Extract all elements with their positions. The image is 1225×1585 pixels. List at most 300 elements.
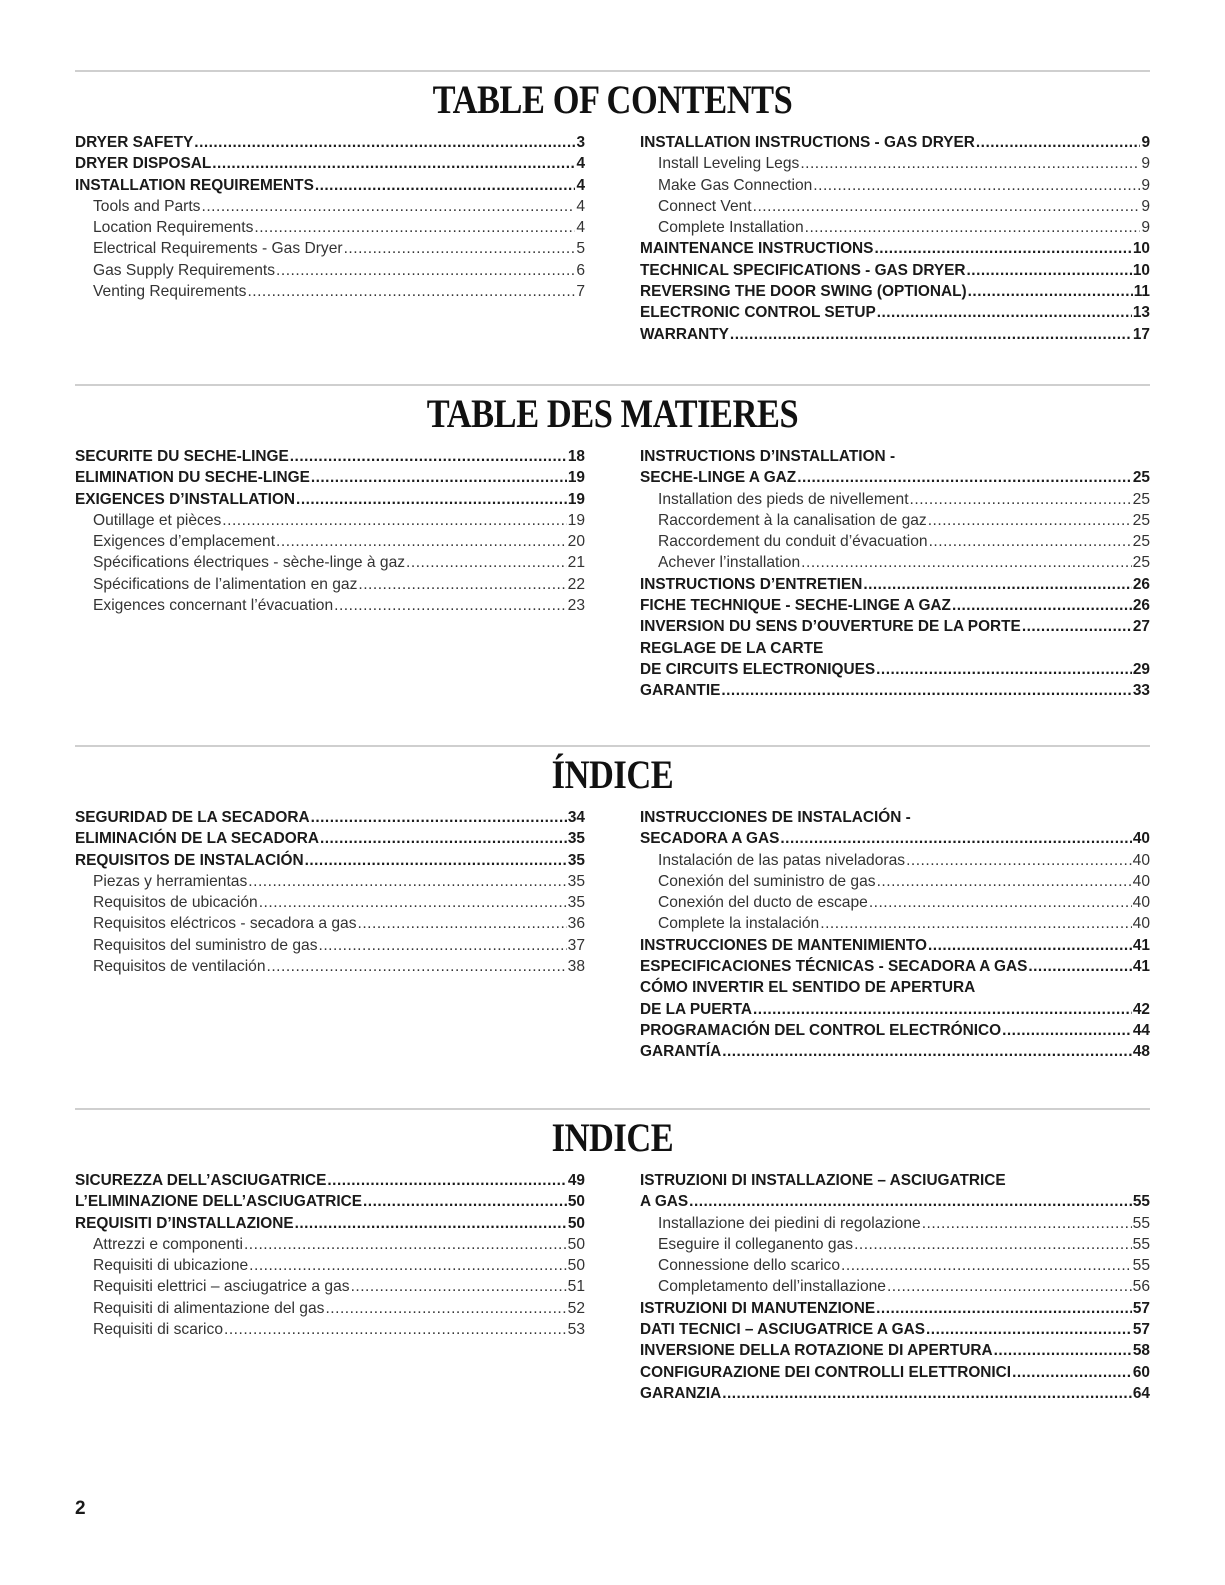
toc-page-number: 35 bbox=[567, 851, 585, 869]
toc-subentry bbox=[75, 892, 585, 913]
dot-leader bbox=[753, 196, 1141, 217]
toc-page-number: 56 bbox=[1132, 1278, 1150, 1296]
dot-leader bbox=[976, 132, 1141, 153]
toc-page-number: 29 bbox=[1132, 660, 1150, 678]
toc-subentry bbox=[75, 956, 585, 977]
toc-entry-label: REVERSING THE DOOR SWING (OPTIONAL) bbox=[640, 283, 967, 301]
toc-page-number: 44 bbox=[1132, 1021, 1150, 1039]
toc-entry-label: SECHE-LINGE A GAZ bbox=[640, 469, 797, 487]
toc-left-column bbox=[75, 1170, 585, 1404]
toc-entry-label: Install Leveling Legs bbox=[658, 155, 800, 173]
dot-leader bbox=[363, 1191, 567, 1212]
toc-entry-label: Electrical Requirements - Gas Dryer bbox=[93, 240, 343, 258]
toc-entry bbox=[75, 446, 585, 467]
toc-entry bbox=[640, 467, 1150, 488]
toc-subentry bbox=[75, 574, 585, 595]
toc-entry-label: CONFIGURAZIONE DEI CONTROLLI ELETTRONICI bbox=[640, 1363, 1012, 1381]
dot-leader bbox=[320, 828, 567, 849]
toc-page-number: 9 bbox=[1141, 155, 1150, 173]
toc-left-column bbox=[75, 446, 585, 702]
dot-leader bbox=[906, 850, 1132, 871]
dot-leader bbox=[968, 281, 1133, 302]
dot-leader bbox=[887, 1276, 1132, 1297]
toc-entry bbox=[640, 956, 1150, 977]
dot-leader bbox=[967, 260, 1132, 281]
dot-leader bbox=[351, 1276, 567, 1297]
toc-entry-label: INSTRUCCIONES DE MANTENIMIENTO bbox=[640, 936, 928, 954]
toc-page-number: 36 bbox=[567, 915, 585, 933]
toc-entry-label: SECADORA A GAS bbox=[640, 830, 780, 848]
toc-subentry bbox=[75, 217, 585, 238]
toc-subentry bbox=[75, 260, 585, 281]
toc-subentry bbox=[640, 489, 1150, 510]
toc-page-number: 40 bbox=[1132, 894, 1150, 912]
toc-entry bbox=[640, 935, 1150, 956]
toc-page-number: 55 bbox=[1132, 1235, 1150, 1253]
page-number: 2 bbox=[75, 1498, 86, 1519]
toc-subentry bbox=[75, 1255, 585, 1276]
toc-subentry bbox=[75, 510, 585, 531]
toc-entry-label: GARANTÍA bbox=[640, 1043, 722, 1061]
toc-entry-label: ISTRUZIONI DI MANUTENZIONE bbox=[640, 1299, 876, 1317]
toc-entry bbox=[640, 659, 1150, 680]
toc-page-number: 41 bbox=[1132, 958, 1150, 976]
toc-entry-label: Requisiti di scarico bbox=[93, 1321, 223, 1339]
toc-page-number: 57 bbox=[1132, 1299, 1150, 1317]
dot-leader bbox=[922, 1213, 1132, 1234]
toc-page-number: 55 bbox=[1132, 1214, 1150, 1232]
dot-leader bbox=[1028, 956, 1132, 977]
dot-leader bbox=[780, 828, 1131, 849]
toc-section-english bbox=[75, 70, 1150, 345]
toc-page-number: 41 bbox=[1132, 936, 1150, 954]
toc-entry-label: ELIMINACIÓN DE LA SECADORA bbox=[75, 830, 319, 848]
toc-entry bbox=[640, 807, 1150, 828]
toc-page-number: 25 bbox=[1132, 533, 1150, 551]
toc-entry bbox=[640, 281, 1150, 302]
toc-page-number: 50 bbox=[567, 1193, 585, 1211]
dot-leader bbox=[358, 574, 566, 595]
toc-page-number: 27 bbox=[1132, 618, 1150, 636]
dot-leader bbox=[877, 302, 1132, 323]
toc-entry-label: Location Requirements bbox=[93, 219, 254, 237]
dot-leader bbox=[800, 153, 1140, 174]
toc-entry bbox=[640, 1298, 1150, 1319]
toc-entry bbox=[75, 1213, 585, 1234]
toc-page-number: 53 bbox=[567, 1321, 585, 1339]
dot-leader bbox=[1022, 616, 1132, 637]
dot-leader bbox=[244, 1234, 567, 1255]
toc-entry bbox=[640, 302, 1150, 323]
toc-page-number: 7 bbox=[576, 283, 585, 301]
dot-leader bbox=[319, 935, 567, 956]
toc-page-number: 25 bbox=[1132, 490, 1150, 508]
toc-page-number: 25 bbox=[1132, 554, 1150, 572]
toc-entry bbox=[640, 1340, 1150, 1361]
toc-entry bbox=[75, 850, 585, 871]
section-heading: INDICE bbox=[551, 1115, 674, 1160]
toc-entry-label: REQUISITOS DE INSTALACIÓN bbox=[75, 851, 304, 869]
section-divider bbox=[75, 70, 1150, 72]
toc-entry-label: REGLAGE DE LA CARTE bbox=[640, 639, 824, 657]
toc-entry-label: Requisiti elettrici – asciugatrice a gas bbox=[93, 1278, 350, 1296]
toc-entry-label: FICHE TECHNIQUE - SECHE-LINGE A GAZ bbox=[640, 597, 951, 615]
dot-leader bbox=[267, 956, 567, 977]
toc-page-number: 64 bbox=[1132, 1384, 1150, 1402]
toc-page-number: 11 bbox=[1133, 283, 1150, 301]
dot-leader bbox=[276, 260, 575, 281]
toc-entry-label: ISTRUZIONI DI INSTALLAZIONE – ASCIUGATRICE bbox=[640, 1172, 1006, 1189]
toc-page-number: 25 bbox=[1132, 511, 1150, 529]
toc-entry bbox=[640, 616, 1150, 637]
toc-entry bbox=[640, 1170, 1150, 1191]
toc-entry-label: GARANZIA bbox=[640, 1384, 722, 1402]
dot-leader bbox=[295, 1213, 567, 1234]
dot-leader bbox=[201, 196, 575, 217]
toc-entry-label: Eseguire il colleganento gas bbox=[658, 1235, 854, 1253]
toc-page-number: 57 bbox=[1132, 1321, 1150, 1339]
toc-entry-label: PROGRAMACIÓN DEL CONTROL ELECTRÓNICO bbox=[640, 1021, 1002, 1039]
dot-leader bbox=[876, 1298, 1132, 1319]
dot-leader bbox=[194, 132, 575, 153]
toc-page-number: 34 bbox=[567, 809, 585, 826]
toc-entry-label: Complete la instalación bbox=[658, 915, 820, 933]
section-heading: TABLE OF CONTENTS bbox=[432, 77, 793, 122]
dot-leader bbox=[813, 175, 1140, 196]
toc-page-number: 5 bbox=[576, 240, 585, 258]
toc-subentry bbox=[75, 871, 585, 892]
toc-entry-label: Raccordement du conduit d’évacuation bbox=[658, 533, 928, 551]
toc-subentry bbox=[75, 196, 585, 217]
section-divider bbox=[75, 1108, 1150, 1110]
toc-section-italian bbox=[75, 1108, 1150, 1404]
toc-subentry bbox=[640, 1234, 1150, 1255]
toc-entry bbox=[640, 574, 1150, 595]
toc-subentry bbox=[640, 850, 1150, 871]
toc-subentry bbox=[640, 871, 1150, 892]
dot-leader bbox=[874, 238, 1131, 259]
dot-leader bbox=[222, 510, 566, 531]
dot-leader bbox=[721, 680, 1132, 701]
toc-entry-label: ESPECIFICACIONES TÉCNICAS - SECADORA A GAS bbox=[640, 958, 1028, 976]
toc-entry bbox=[75, 489, 585, 510]
dot-leader bbox=[722, 1041, 1132, 1062]
toc-entry-label: Connessione dello scarico bbox=[658, 1257, 841, 1275]
toc-entry bbox=[75, 807, 585, 828]
toc-entry-label: INSTALLATION INSTRUCTIONS - GAS DRYER bbox=[640, 134, 975, 151]
dot-leader bbox=[1002, 1020, 1132, 1041]
dot-leader bbox=[305, 850, 567, 871]
toc-right-column bbox=[640, 1170, 1150, 1404]
toc-page-number: 33 bbox=[1132, 682, 1150, 700]
dot-leader bbox=[722, 1383, 1132, 1404]
toc-page-number: 49 bbox=[567, 1172, 585, 1189]
toc-page-number: 38 bbox=[567, 958, 585, 976]
toc-subentry bbox=[75, 238, 585, 259]
toc-subentry bbox=[75, 552, 585, 573]
toc-entry bbox=[75, 153, 585, 174]
toc-entry-label: Achever l’installation bbox=[658, 554, 801, 572]
toc-entry bbox=[75, 175, 585, 196]
toc-page-number: 17 bbox=[1132, 325, 1150, 343]
dot-leader bbox=[929, 531, 1132, 552]
toc-entry-label: Exigences d’emplacement bbox=[93, 533, 276, 551]
toc-entry-label: DE CIRCUITS ELECTRONIQUES bbox=[640, 660, 876, 678]
toc-subentry bbox=[75, 935, 585, 956]
section-heading: TABLE DES MATIERES bbox=[426, 391, 799, 436]
toc-page-number: 4 bbox=[576, 219, 585, 237]
toc-entry-label: Attrezzi e componenti bbox=[93, 1235, 243, 1253]
toc-entry bbox=[640, 1020, 1150, 1041]
toc-entry-label: CÓMO INVERTIR EL SENTIDO DE APERTURA bbox=[640, 979, 976, 997]
toc-page-number: 23 bbox=[567, 597, 585, 615]
toc-page-number: 55 bbox=[1132, 1257, 1150, 1275]
toc-subentry bbox=[640, 1213, 1150, 1234]
toc-page-number: 3 bbox=[576, 134, 585, 151]
toc-page-number: 25 bbox=[1132, 469, 1150, 487]
dot-leader bbox=[406, 552, 567, 573]
toc-entry bbox=[75, 828, 585, 849]
toc-entry-label: A GAS bbox=[640, 1193, 689, 1211]
toc-entry bbox=[640, 1383, 1150, 1404]
toc-entry-label: SECURITE DU SECHE-LINGE bbox=[75, 448, 289, 465]
toc-entry bbox=[640, 828, 1150, 849]
toc-page-number: 26 bbox=[1132, 597, 1150, 615]
toc-entry-label: INVERSIONE DELLA ROTAZIONE DI APERTURA bbox=[640, 1342, 993, 1360]
toc-page-number: 4 bbox=[576, 197, 585, 215]
toc-entry-label: ELIMINATION DU SECHE-LINGE bbox=[75, 469, 310, 487]
dot-leader bbox=[689, 1191, 1132, 1212]
toc-entry-label: Requisitos eléctricos - secadora a gas bbox=[93, 915, 357, 933]
toc-entry-label: Requisiti di alimentazione del gas bbox=[93, 1299, 325, 1317]
toc-subentry bbox=[640, 1276, 1150, 1297]
toc-entry bbox=[640, 132, 1150, 153]
toc-entry-label: Exigences concernant l’évacuation bbox=[93, 597, 334, 615]
toc-page-number: 55 bbox=[1132, 1193, 1150, 1211]
toc-entry bbox=[75, 467, 585, 488]
dot-leader bbox=[926, 1319, 1132, 1340]
toc-subentry bbox=[75, 1276, 585, 1297]
toc-entry-label: INVERSION DU SENS D’OUVERTURE DE LA PORTE bbox=[640, 618, 1021, 636]
toc-right-column bbox=[640, 807, 1150, 1063]
toc-page-number: 9 bbox=[1141, 134, 1150, 151]
toc-entry-label: Instalación de las patas niveladoras bbox=[658, 851, 906, 869]
toc-entry-label: INSTRUCTIONS D’INSTALLATION - bbox=[640, 448, 896, 465]
toc-entry-label: Conexión del ducto de escape bbox=[658, 894, 868, 912]
dot-leader bbox=[805, 217, 1141, 238]
toc-section-spanish bbox=[75, 745, 1150, 1063]
toc-entry-label: Requisitos de ubicación bbox=[93, 894, 258, 912]
toc-entry-label: Requisitos de ventilación bbox=[93, 958, 266, 976]
toc-entry bbox=[640, 1319, 1150, 1340]
toc-entry-label: INSTRUCCIONES DE INSTALACIÓN - bbox=[640, 809, 911, 826]
toc-page-number: 10 bbox=[1132, 240, 1150, 258]
toc-subentry bbox=[640, 913, 1150, 934]
dot-leader bbox=[248, 871, 566, 892]
dot-leader bbox=[841, 1255, 1132, 1276]
toc-page-number: 21 bbox=[567, 554, 585, 572]
toc-page-number: 48 bbox=[1132, 1043, 1150, 1061]
dot-leader bbox=[327, 1170, 566, 1191]
dot-leader bbox=[952, 595, 1132, 616]
toc-entry-label: EXIGENCES D’INSTALLATION bbox=[75, 490, 296, 508]
toc-page-number: 18 bbox=[567, 448, 585, 465]
toc-page-number: 9 bbox=[1141, 197, 1150, 215]
toc-page-number: 9 bbox=[1141, 219, 1150, 237]
toc-page-number: 60 bbox=[1132, 1363, 1150, 1381]
dot-leader bbox=[820, 913, 1131, 934]
toc-subentry bbox=[75, 1298, 585, 1319]
toc-entry-label: Spécifications électriques - sèche-linge à gaz bbox=[93, 554, 406, 572]
toc-entry-label: INSTRUCTIONS D’ENTRETIEN bbox=[640, 575, 863, 593]
toc-entry bbox=[640, 238, 1150, 259]
toc-subentry bbox=[75, 1234, 585, 1255]
toc-right-column bbox=[640, 446, 1150, 702]
toc-subentry bbox=[640, 552, 1150, 573]
toc-page-number: 20 bbox=[567, 533, 585, 551]
toc-subentry bbox=[640, 217, 1150, 238]
toc-page-number: 4 bbox=[576, 176, 585, 194]
toc-subentry bbox=[75, 281, 585, 302]
toc-page-number: 42 bbox=[1132, 1000, 1150, 1018]
toc-entry bbox=[640, 1041, 1150, 1062]
dot-leader bbox=[877, 871, 1132, 892]
toc-right-column bbox=[640, 132, 1150, 345]
toc-entry-label: Installation des pieds de nivellement bbox=[658, 490, 909, 508]
dot-leader bbox=[325, 1298, 566, 1319]
toc-entry bbox=[75, 1170, 585, 1191]
toc-entry bbox=[640, 999, 1150, 1020]
toc-entry-label: DE LA PUERTA bbox=[640, 1000, 753, 1018]
toc-subentry bbox=[75, 595, 585, 616]
toc-subentry bbox=[640, 153, 1150, 174]
toc-page-number: 40 bbox=[1132, 915, 1150, 933]
dot-leader bbox=[334, 595, 567, 616]
toc-page-number: 35 bbox=[567, 894, 585, 912]
toc-subentry bbox=[640, 175, 1150, 196]
toc-entry bbox=[640, 446, 1150, 467]
toc-page-number: 10 bbox=[1132, 261, 1150, 279]
dot-leader bbox=[249, 1255, 566, 1276]
toc-entry-label: L’ELIMINAZIONE DELL’ASCIUGATRICE bbox=[75, 1193, 363, 1211]
dot-leader bbox=[276, 531, 567, 552]
toc-entry-label: Venting Requirements bbox=[93, 283, 247, 301]
toc-page-number: 26 bbox=[1132, 575, 1150, 593]
section-heading: ÍNDICE bbox=[551, 752, 674, 797]
toc-page-number: 40 bbox=[1132, 872, 1150, 890]
toc-page-number: 19 bbox=[567, 469, 585, 487]
toc-page-number: 52 bbox=[567, 1299, 585, 1317]
toc-page-number: 51 bbox=[567, 1278, 585, 1296]
toc-page-number: 13 bbox=[1132, 304, 1150, 322]
toc-entry-label: SICUREZZA DELL’ASCIUGATRICE bbox=[75, 1172, 327, 1189]
toc-entry-label: DATI TECNICI – ASCIUGATRICE A GAS bbox=[640, 1321, 926, 1339]
toc-page-number: 50 bbox=[567, 1257, 585, 1275]
toc-subentry bbox=[640, 1255, 1150, 1276]
toc-entry-label: Make Gas Connection bbox=[658, 176, 813, 194]
dot-leader bbox=[869, 892, 1132, 913]
dot-leader bbox=[315, 175, 576, 196]
toc-entry-label: WARRANTY bbox=[640, 325, 729, 343]
dot-leader bbox=[863, 574, 1132, 595]
toc-entry bbox=[640, 1191, 1150, 1212]
toc-entry-label: Installazione dei piedini di regolazione bbox=[658, 1214, 921, 1232]
toc-subentry bbox=[640, 510, 1150, 531]
dot-leader bbox=[358, 913, 567, 934]
toc-entry-label: Tools and Parts bbox=[93, 197, 201, 215]
toc-entry-label: Raccordement à la canalisation de gaz bbox=[658, 511, 927, 529]
dot-leader bbox=[247, 281, 575, 302]
section-divider bbox=[75, 745, 1150, 747]
toc-entry-label: MAINTENANCE INSTRUCTIONS bbox=[640, 240, 874, 258]
toc-page-number: 50 bbox=[567, 1214, 585, 1232]
toc-entry-label: Connect Vent bbox=[658, 197, 752, 215]
toc-entry-label: Requisitos del suministro de gas bbox=[93, 936, 318, 954]
toc-page-number: 9 bbox=[1141, 176, 1150, 194]
toc-page-number: 4 bbox=[576, 155, 585, 173]
dot-leader bbox=[259, 892, 567, 913]
dot-leader bbox=[224, 1319, 567, 1340]
dot-leader bbox=[1012, 1362, 1132, 1383]
toc-entry bbox=[640, 595, 1150, 616]
toc-entry bbox=[640, 977, 1150, 998]
toc-subentry bbox=[75, 531, 585, 552]
toc-entry-label: GARANTIE bbox=[640, 682, 721, 700]
toc-entry-label: Requisiti di ubicazione bbox=[93, 1257, 249, 1275]
dot-leader bbox=[730, 324, 1132, 345]
toc-page-number: 40 bbox=[1132, 830, 1150, 848]
toc-page-number: 37 bbox=[567, 936, 585, 954]
toc-entry-label: Spécifications de l’alimentation en gaz bbox=[93, 575, 358, 593]
toc-entry bbox=[640, 680, 1150, 701]
toc-subentry bbox=[75, 913, 585, 934]
dot-leader bbox=[753, 999, 1132, 1020]
toc-page-number: 50 bbox=[567, 1235, 585, 1253]
toc-entry-label: Complete Installation bbox=[658, 219, 804, 237]
dot-leader bbox=[876, 659, 1132, 680]
toc-subentry bbox=[640, 531, 1150, 552]
dot-leader bbox=[344, 238, 576, 259]
toc-subentry bbox=[640, 892, 1150, 913]
dot-leader bbox=[910, 489, 1132, 510]
toc-entry-label: Completamento dell’installazione bbox=[658, 1278, 886, 1296]
toc-page-number: 22 bbox=[567, 575, 585, 593]
toc-entry bbox=[640, 638, 1150, 659]
toc-left-column bbox=[75, 807, 585, 1063]
toc-left-column bbox=[75, 132, 585, 345]
toc-entry-label: Outillage et pièces bbox=[93, 511, 222, 529]
toc-entry-label: REQUISITI D’INSTALLAZIONE bbox=[75, 1214, 294, 1232]
toc-entry-label: Gas Supply Requirements bbox=[93, 261, 276, 279]
dot-leader bbox=[254, 217, 575, 238]
toc-entry-label: ELECTRONIC CONTROL SETUP bbox=[640, 304, 876, 322]
dot-leader bbox=[212, 153, 575, 174]
toc-section-french bbox=[75, 384, 1150, 702]
section-divider bbox=[75, 384, 1150, 386]
toc-entry-label: INSTALLATION REQUIREMENTS bbox=[75, 176, 314, 194]
toc-entry-label: DRYER DISPOSAL bbox=[75, 155, 212, 173]
toc-page-number: 58 bbox=[1132, 1342, 1150, 1360]
dot-leader bbox=[797, 467, 1132, 488]
dot-leader bbox=[854, 1234, 1132, 1255]
toc-entry-label: TECHNICAL SPECIFICATIONS - GAS DRYER bbox=[640, 261, 966, 279]
toc-entry bbox=[640, 324, 1150, 345]
dot-leader bbox=[311, 807, 567, 828]
toc-entry-label: Piezas y herramientas bbox=[93, 872, 248, 890]
toc-entry-label: SEGURIDAD DE LA SECADORA bbox=[75, 809, 310, 826]
toc-entry-label: DRYER SAFETY bbox=[75, 134, 194, 151]
dot-leader bbox=[311, 467, 567, 488]
